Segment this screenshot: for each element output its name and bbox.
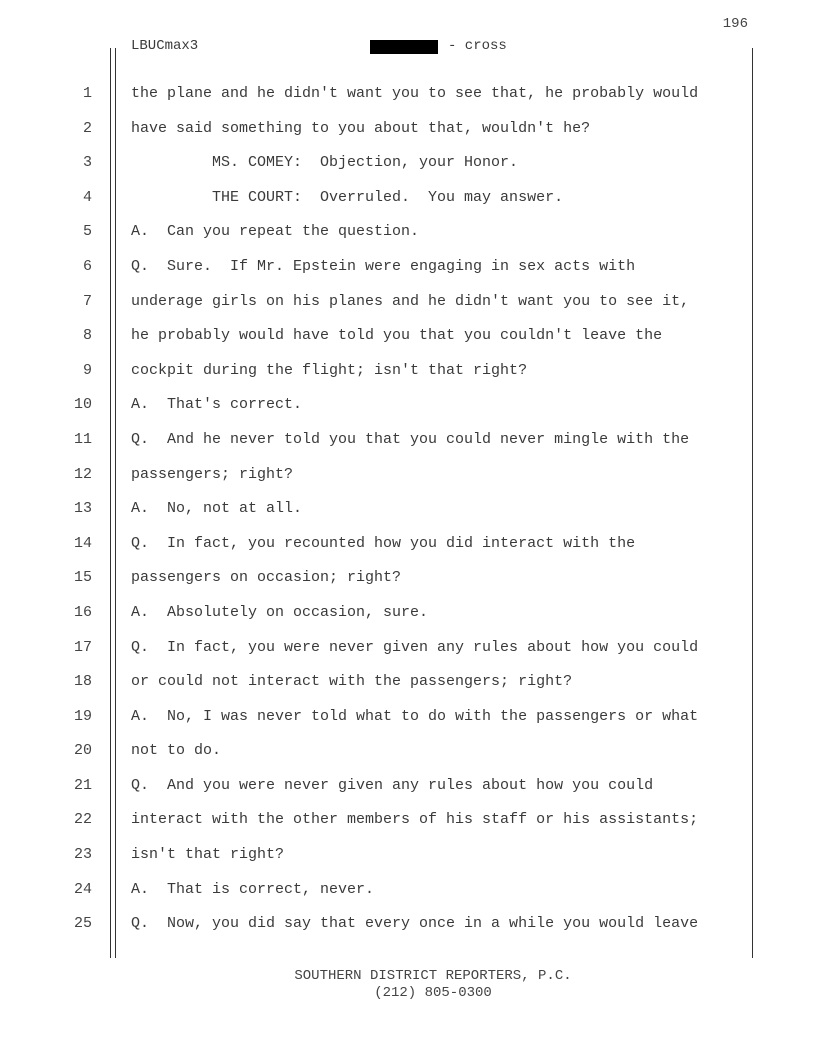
line-number: 13 <box>73 500 92 518</box>
transcript-line <box>0 181 816 216</box>
line-text: Q. And he never told you that you could never mingle with the <box>131 430 690 448</box>
transcript-line <box>0 561 816 596</box>
line-text: A. Can you repeat the question. <box>131 223 420 241</box>
transcript-line <box>0 77 816 112</box>
transcript-line <box>0 285 816 320</box>
line-text: A. Absolutely on occasion, sure. <box>131 603 429 621</box>
line-text: he probably would have told you that you couldn't leave the <box>131 327 663 345</box>
page-number: 196 <box>722 16 748 32</box>
transcript-line <box>0 388 816 423</box>
transcript-line <box>0 458 816 493</box>
line-text: Q. And you were never given any rules about how you could <box>131 776 654 794</box>
line-text: passengers on occasion; right? <box>131 569 402 587</box>
line-text: passengers; right? <box>131 465 294 483</box>
line-text: Q. Sure. If Mr. Epstein were engaging in sex acts with <box>131 257 636 275</box>
line-number: 5 <box>82 223 92 241</box>
line-number: 15 <box>73 569 92 587</box>
line-number: 16 <box>73 603 92 621</box>
transcript-line <box>0 873 816 908</box>
line-number: 20 <box>73 742 92 760</box>
transcript-line <box>0 838 816 873</box>
transcript-line <box>0 423 816 458</box>
line-text: or could not interact with the passengers; right? <box>131 673 573 691</box>
line-number: 2 <box>82 119 92 137</box>
case-id: LBUCmax3 <box>131 38 199 54</box>
line-text: the plane and he didn't want you to see that, he probably would <box>131 85 699 102</box>
transcript-line <box>0 596 816 631</box>
transcript-line <box>0 215 816 250</box>
transcript-line <box>0 665 816 700</box>
line-number: 10 <box>73 396 92 414</box>
line-number: 19 <box>73 707 92 725</box>
line-number: 8 <box>82 327 92 345</box>
line-text: A. No, not at all. <box>131 500 303 518</box>
transcript-lines <box>0 77 816 942</box>
transcript-line <box>0 803 816 838</box>
transcript-line <box>0 700 816 735</box>
section-label: - cross <box>448 38 507 54</box>
footer-phone: (212) 805-0300 <box>374 985 492 1001</box>
line-number: 7 <box>82 292 92 310</box>
line-number: 24 <box>73 880 92 898</box>
line-text: not to do. <box>131 742 222 760</box>
redaction-block <box>370 40 438 54</box>
transcript-line <box>0 492 816 527</box>
footer-reporter: SOUTHERN DISTRICT REPORTERS, P.C. <box>294 968 572 984</box>
line-number: 23 <box>73 846 92 864</box>
transcript-line <box>0 354 816 389</box>
transcript-line <box>0 146 816 181</box>
line-text: THE COURT: Overruled. You may answer. <box>131 188 564 206</box>
line-text: A. No, I was never told what to do with the passengers or what <box>131 707 699 725</box>
line-text: isn't that right? <box>131 846 285 864</box>
line-text: interact with the other members of his staff or his assistants; <box>131 811 699 829</box>
footer <box>0 968 816 1002</box>
line-number: 22 <box>73 811 92 829</box>
line-text: MS. COMEY: Objection, your Honor. <box>131 154 519 172</box>
transcript-line <box>0 112 816 147</box>
line-text: A. That's correct. <box>131 396 303 414</box>
line-text: Q. In fact, you recounted how you did interact with the <box>131 534 636 552</box>
transcript-line <box>0 734 816 769</box>
line-number: 11 <box>73 430 92 448</box>
transcript-line <box>0 250 816 285</box>
line-number: 17 <box>73 638 92 656</box>
line-text: cockpit during the flight; isn't that right? <box>131 361 528 379</box>
line-number: 18 <box>73 673 92 691</box>
line-number: 9 <box>82 361 92 379</box>
line-number: 3 <box>82 154 92 172</box>
transcript-line <box>0 907 816 942</box>
transcript-line <box>0 527 816 562</box>
line-text: underage girls on his planes and he didn't want you to see it, <box>131 292 690 310</box>
line-number: 1 <box>82 85 92 102</box>
line-text: Q. Now, you did say that every once in a while you would leave <box>131 915 699 933</box>
line-number: 6 <box>82 257 92 275</box>
line-number: 14 <box>73 534 92 552</box>
line-text: Q. In fact, you were never given any rules about how you could <box>131 638 699 656</box>
line-text: have said something to you about that, wouldn't he? <box>131 119 591 137</box>
transcript-line <box>0 769 816 804</box>
line-text: A. That is correct, never. <box>131 880 375 898</box>
line-number: 4 <box>82 188 92 206</box>
line-number: 25 <box>73 915 92 933</box>
line-number: 12 <box>73 465 92 483</box>
transcript-line <box>0 319 816 354</box>
transcript-line <box>0 631 816 666</box>
line-number: 21 <box>73 776 92 794</box>
